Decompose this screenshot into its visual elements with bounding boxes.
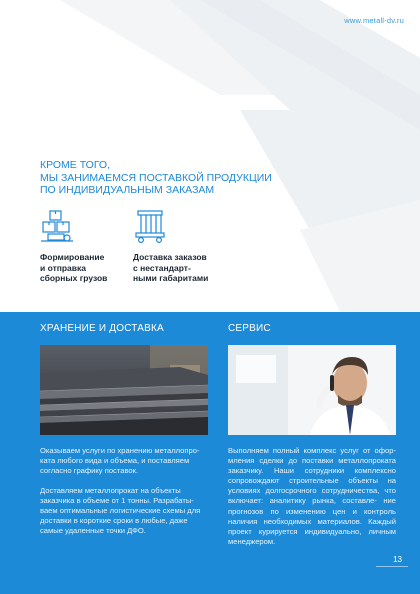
feature-label-line: с нестандарт- bbox=[133, 262, 191, 273]
feature-label bbox=[133, 252, 243, 284]
feature-label-line: ными габаритами bbox=[133, 273, 209, 283]
feature-label-line: Формирование bbox=[40, 252, 105, 262]
intro-heading-line: МЫ ЗАНИМАЕМСЯ ПОСТАВКОЙ ПРОДУКЦИИ bbox=[40, 171, 272, 184]
service-paragraph: Выполняем полный комплекс услуг от офор- мления сделки до поставки металлопроката заказчику. Наши сотрудники комплексно сопровождают строительные объекты на условиях долгосрочного сотрудничества, что включает: аналитику рынка, составле- ние прогнозов по изменению цен и контроль наличия необходимых материалов. Каждый проект курируется индивидуально, личным менеджером. bbox=[228, 446, 396, 546]
cart-icon bbox=[133, 208, 167, 244]
page-number: 13 bbox=[393, 555, 402, 564]
intro-heading-line: КРОМЕ ТОГО, bbox=[40, 159, 111, 171]
service-title: СЕРВИС bbox=[228, 323, 271, 334]
delivery-paragraph: Доставляем металлопрокат на объекты заказчика в объеме от 1 тонны. Разрабаты- ваем оптимальные логистические схемы для доставки в короткие сроки в любые, даже самые удаленные точки ДФО. bbox=[40, 486, 201, 536]
intro-heading bbox=[40, 159, 320, 197]
storage-title: ХРАНЕНИЕ И ДОСТАВКА bbox=[40, 323, 164, 334]
feature-label-line: и отправка bbox=[40, 262, 86, 273]
boxes-icon bbox=[40, 208, 74, 244]
feature-label-line: Доставка заказов bbox=[133, 252, 207, 262]
feature-oversized-delivery bbox=[133, 208, 243, 284]
website-url[interactable]: www.metall-dv.ru bbox=[344, 16, 404, 25]
steel-plates-photo bbox=[40, 345, 208, 435]
feature-label-line: сборных грузов bbox=[40, 273, 108, 283]
storage-paragraph: Оказываем услуги по хранению металлопро- ката любого вида и объема, и поставляем согласно графику поставок. bbox=[40, 446, 200, 476]
intro-heading-line: ПО ИНДИВИДУАЛЬНЫМ ЗАКАЗАМ bbox=[40, 184, 215, 196]
page-number-rule bbox=[376, 566, 408, 567]
manager-on-phone-photo bbox=[228, 345, 396, 435]
